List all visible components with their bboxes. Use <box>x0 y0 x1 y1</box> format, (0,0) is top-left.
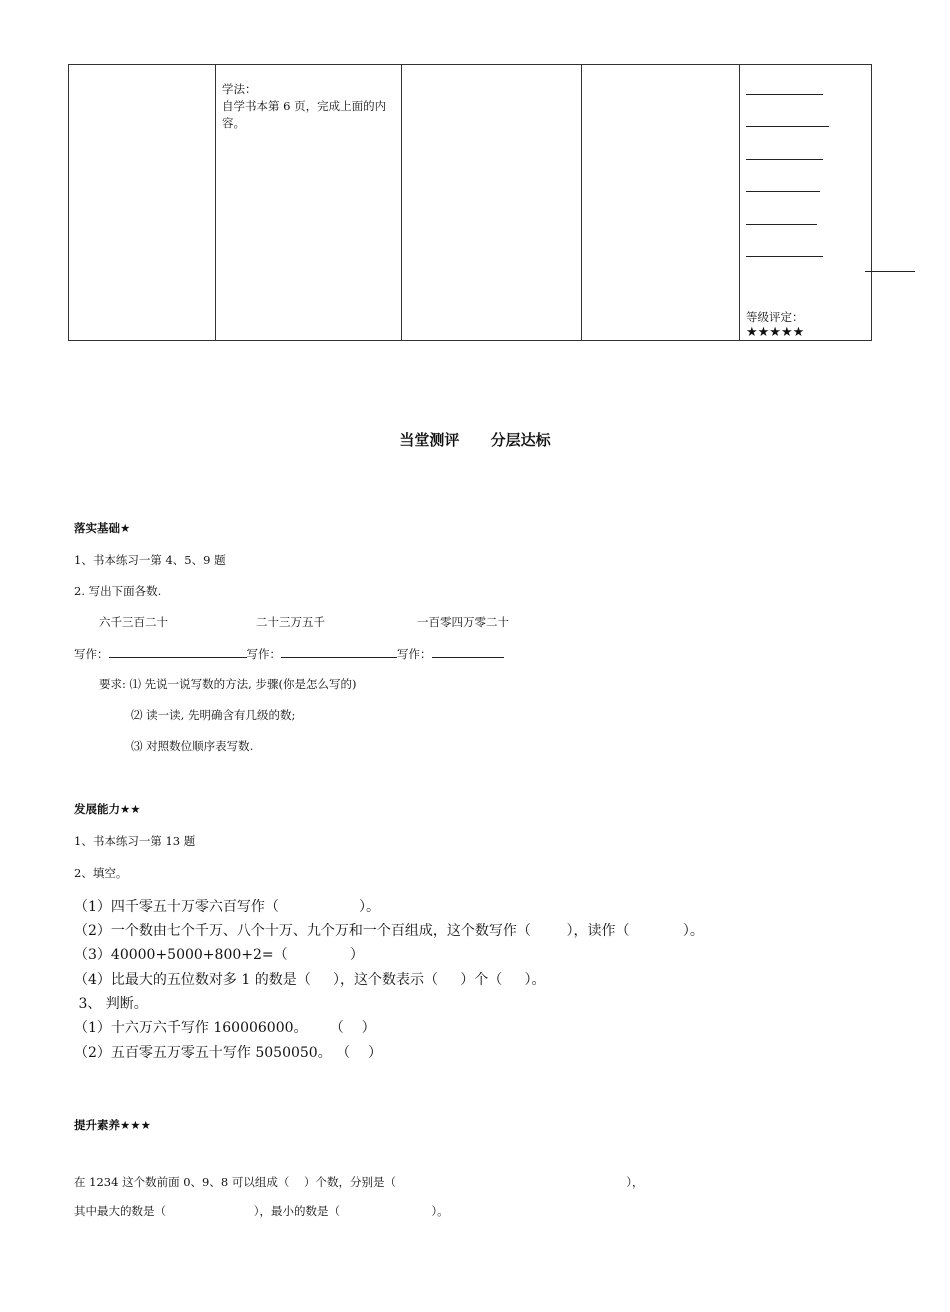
answer-blank[interactable] <box>746 94 823 95</box>
rating-label: 等级评定： <box>746 310 804 324</box>
write-blank-2[interactable] <box>281 645 397 658</box>
basic-q1: 1、书本练习一第 4、5、9 题 <box>74 553 226 567</box>
write-label: 写作： <box>246 647 281 661</box>
learning-method-body: 自学书本第 6 页，完成上面的内容。 <box>222 99 387 130</box>
table-cell-learning-method <box>216 65 402 341</box>
develop-q2: 2、填空。 <box>74 866 128 880</box>
requirement-1: 要求: ⑴ 先说一说写数的方法, 步骤(你是怎么写的) <box>99 677 357 691</box>
requirement-2: ⑵ 读一读, 先明确含有几级的数; <box>131 708 296 722</box>
judge-heading: 3、 判断。 <box>74 996 148 1012</box>
fill-item-2: （2）一个数由七个千万、八个十万、九个万和一个百组成，这个数写作（ ），读作（ ）。 <box>74 923 704 939</box>
table-cell-1 <box>69 65 216 341</box>
table-cell-rating <box>740 65 872 341</box>
write-blank-1[interactable] <box>109 645 247 658</box>
basic-q2: 2. 写出下面各数. <box>74 584 162 598</box>
requirement-3: ⑶ 对照数位顺序表写数. <box>131 739 254 753</box>
number-word-3: 一百零四万零二十 <box>417 615 509 629</box>
number-word-2: 二十三万五千 <box>256 615 325 629</box>
top-table <box>68 64 872 341</box>
table-cell-3 <box>402 65 582 341</box>
answer-blank[interactable] <box>746 126 829 127</box>
answer-blank[interactable] <box>746 159 823 160</box>
fill-item-4: （4）比最大的五位数对多 1 的数是（ ），这个数表示（ ）个（ ）。 <box>74 972 546 988</box>
write-label: 写作： <box>397 647 432 661</box>
write-label: 写作： <box>74 647 109 661</box>
answer-blank[interactable] <box>746 224 817 225</box>
fill-item-1: （1）四千零五十万零六百写作（ ）。 <box>74 899 381 915</box>
improve-heading: 提升素养★★★ <box>74 1118 151 1132</box>
basic-heading: 落实基础★ <box>74 521 131 535</box>
improve-line-1: 在 1234 这个数前面 0、9、8 可以组成（ ）个数，分别是（ ）， <box>74 1175 644 1189</box>
answer-blank[interactable] <box>746 191 820 192</box>
fill-item-3: （3）40000+5000+800+2=（ ） <box>74 947 364 963</box>
learning-method-title: 学法： <box>222 82 257 96</box>
section-title: 当堂测评 分层达标 <box>399 431 551 449</box>
develop-heading: 发展能力★★ <box>74 802 141 816</box>
stray-underline <box>865 271 915 272</box>
write-blank-3[interactable] <box>432 645 504 658</box>
develop-q1: 1、书本练习一第 13 题 <box>74 834 196 848</box>
improve-line-2: 其中最大的数是（ ），最小的数是（ ）。 <box>74 1204 449 1218</box>
judge-item-2: （2）五百零五万零五十写作 5050050。 （ ） <box>74 1045 382 1061</box>
table-cell-4 <box>582 65 740 341</box>
number-word-1: 六千三百二十 <box>99 615 168 629</box>
write-row <box>74 645 504 662</box>
answer-blank[interactable] <box>746 256 823 257</box>
rating-stars: ★★★★★ <box>746 325 805 340</box>
judge-item-1: （1）十六万六千写作 160006000。 （ ） <box>74 1020 376 1036</box>
